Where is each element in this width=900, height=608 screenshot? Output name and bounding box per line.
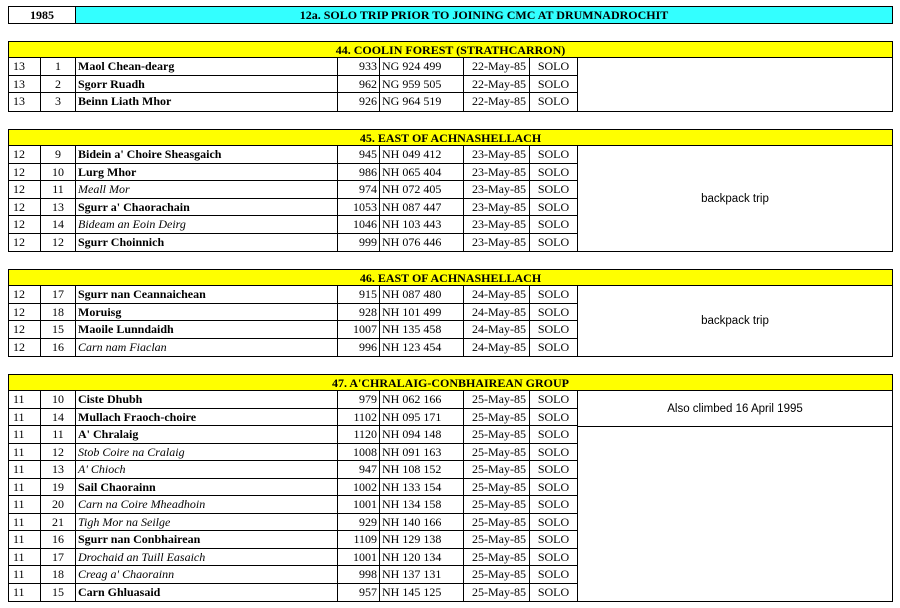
climb-date: 25-May-85 [464, 461, 530, 479]
group-section [8, 374, 893, 602]
grid-reference: NH 145 125 [380, 584, 464, 602]
climb-mode: SOLO [530, 93, 578, 111]
section-number: 13 [9, 76, 41, 94]
grid-reference: NH 087 480 [380, 286, 464, 304]
grid-reference: NG 924 499 [380, 58, 464, 76]
hill-height: 1109 [338, 531, 380, 549]
hill-row [9, 181, 578, 199]
climb-date: 23-May-85 [464, 181, 530, 199]
note-area [578, 146, 892, 251]
hill-row [9, 234, 578, 252]
hill-height: 957 [338, 584, 380, 602]
hill-number: 11 [41, 181, 76, 199]
hill-height: 1053 [338, 199, 380, 217]
hill-name: Sgurr nan Conbhairean [76, 531, 338, 549]
section-number: 12 [9, 339, 41, 357]
climb-mode: SOLO [530, 496, 578, 514]
section-number: 12 [9, 304, 41, 322]
hill-table [9, 58, 578, 111]
climb-mode: SOLO [530, 181, 578, 199]
climb-date: 25-May-85 [464, 496, 530, 514]
group-note: Also climbed 16 April 1995 [578, 391, 892, 427]
hill-row [9, 93, 578, 111]
hill-name: Carn Ghluasaid [76, 584, 338, 602]
group-title: 45. EAST OF ACHNASHELLACH [8, 129, 893, 146]
group-note: backpack trip [701, 192, 769, 205]
climb-mode: SOLO [530, 514, 578, 532]
climb-mode: SOLO [530, 566, 578, 584]
climb-mode: SOLO [530, 391, 578, 409]
section-number: 12 [9, 146, 41, 164]
hill-number: 17 [41, 286, 76, 304]
hill-name: Mullach Fraoch-choire [76, 409, 338, 427]
climb-mode: SOLO [530, 584, 578, 602]
hill-height: 986 [338, 164, 380, 182]
hill-number: 13 [41, 461, 76, 479]
hill-height: 929 [338, 514, 380, 532]
climb-date: 25-May-85 [464, 479, 530, 497]
hill-height: 1001 [338, 549, 380, 567]
hill-height: 999 [338, 234, 380, 252]
hill-row [9, 549, 578, 567]
hill-height: 1120 [338, 426, 380, 444]
climb-mode: SOLO [530, 321, 578, 339]
climb-mode: SOLO [530, 146, 578, 164]
grid-reference: NH 049 412 [380, 146, 464, 164]
hill-name: Creag a' Chaorainn [76, 566, 338, 584]
hill-number: 10 [41, 164, 76, 182]
section-number: 12 [9, 286, 41, 304]
hill-name: Moruisg [76, 304, 338, 322]
hill-name: A' Chioch [76, 461, 338, 479]
climb-date: 23-May-85 [464, 234, 530, 252]
climb-date: 22-May-85 [464, 58, 530, 76]
hill-height: 1102 [338, 409, 380, 427]
hill-row [9, 286, 578, 304]
grid-reference: NH 129 138 [380, 531, 464, 549]
hill-row [9, 321, 578, 339]
climb-date: 23-May-85 [464, 216, 530, 234]
hill-height: 947 [338, 461, 380, 479]
group-section [8, 41, 893, 112]
climb-date: 25-May-85 [464, 584, 530, 602]
climb-date: 25-May-85 [464, 409, 530, 427]
hill-row [9, 566, 578, 584]
section-number: 11 [9, 444, 41, 462]
climb-mode: SOLO [530, 216, 578, 234]
climb-date: 25-May-85 [464, 444, 530, 462]
year-cell: 1985 [8, 6, 76, 24]
climb-date: 25-May-85 [464, 426, 530, 444]
climb-mode: SOLO [530, 164, 578, 182]
hill-row [9, 531, 578, 549]
hill-number: 19 [41, 479, 76, 497]
section-number: 11 [9, 409, 41, 427]
section-number: 13 [9, 58, 41, 76]
hill-name: Lurg Mhor [76, 164, 338, 182]
section-number: 11 [9, 514, 41, 532]
hill-height: 1001 [338, 496, 380, 514]
hill-number: 15 [41, 584, 76, 602]
hill-name: Bideam an Eoin Deirg [76, 216, 338, 234]
climb-date: 22-May-85 [464, 93, 530, 111]
section-number: 11 [9, 391, 41, 409]
hill-number: 2 [41, 76, 76, 94]
climb-date: 23-May-85 [464, 146, 530, 164]
grid-reference: NH 101 499 [380, 304, 464, 322]
climb-date: 25-May-85 [464, 514, 530, 532]
hill-row [9, 409, 578, 427]
hill-height: 945 [338, 146, 380, 164]
hill-row [9, 514, 578, 532]
hill-name: Drochaid an Tuill Easaich [76, 549, 338, 567]
climb-mode: SOLO [530, 426, 578, 444]
grid-reference: NH 087 447 [380, 199, 464, 217]
climb-mode: SOLO [530, 479, 578, 497]
group-title: 46. EAST OF ACHNASHELLACH [8, 269, 893, 286]
group-section [8, 129, 893, 252]
grid-reference: NH 137 131 [380, 566, 464, 584]
climb-date: 22-May-85 [464, 76, 530, 94]
grid-reference: NH 140 166 [380, 514, 464, 532]
climb-mode: SOLO [530, 58, 578, 76]
grid-reference: NH 091 163 [380, 444, 464, 462]
hill-number: 9 [41, 146, 76, 164]
hill-height: 979 [338, 391, 380, 409]
grid-reference: NH 094 148 [380, 426, 464, 444]
hill-row [9, 216, 578, 234]
hill-number: 16 [41, 531, 76, 549]
climb-mode: SOLO [530, 339, 578, 357]
hill-row [9, 164, 578, 182]
hill-name: Sgurr a' Chaorachain [76, 199, 338, 217]
climb-mode: SOLO [530, 531, 578, 549]
section-number: 11 [9, 531, 41, 549]
hill-name: Tigh Mor na Seilge [76, 514, 338, 532]
hill-row [9, 391, 578, 409]
hill-row [9, 76, 578, 94]
hill-name: A' Chralaig [76, 426, 338, 444]
group-title: 44. COOLIN FOREST (STRATHCARRON) [8, 41, 893, 58]
section-number: 11 [9, 584, 41, 602]
grid-reference: NH 072 405 [380, 181, 464, 199]
grid-reference: NH 065 404 [380, 164, 464, 182]
hill-row [9, 584, 578, 602]
hill-number: 10 [41, 391, 76, 409]
hill-number: 21 [41, 514, 76, 532]
climb-date: 24-May-85 [464, 321, 530, 339]
hill-height: 933 [338, 58, 380, 76]
section-number: 12 [9, 234, 41, 252]
section-number: 11 [9, 461, 41, 479]
climb-mode: SOLO [530, 409, 578, 427]
climb-mode: SOLO [530, 286, 578, 304]
climb-date: 25-May-85 [464, 531, 530, 549]
hill-height: 962 [338, 76, 380, 94]
hill-row [9, 461, 578, 479]
hill-row [9, 58, 578, 76]
section-number: 12 [9, 199, 41, 217]
hill-number: 17 [41, 549, 76, 567]
hill-number: 11 [41, 426, 76, 444]
hill-number: 14 [41, 216, 76, 234]
hill-height: 996 [338, 339, 380, 357]
climb-mode: SOLO [530, 76, 578, 94]
hill-row [9, 444, 578, 462]
hill-number: 1 [41, 58, 76, 76]
sheet-header [8, 6, 893, 24]
hill-height: 998 [338, 566, 380, 584]
climb-date: 25-May-85 [464, 549, 530, 567]
climb-mode: SOLO [530, 461, 578, 479]
section-number: 12 [9, 164, 41, 182]
hill-table [9, 286, 578, 356]
grid-reference: NG 964 519 [380, 93, 464, 111]
group-note: backpack trip [701, 315, 769, 327]
hill-name: Sail Chaorainn [76, 479, 338, 497]
hill-name: Carn na Coire Mheadhoin [76, 496, 338, 514]
climb-mode: SOLO [530, 199, 578, 217]
hill-table [9, 391, 578, 601]
note-area [578, 286, 892, 356]
hill-height: 1007 [338, 321, 380, 339]
climb-date: 24-May-85 [464, 339, 530, 357]
climb-date: 25-May-85 [464, 391, 530, 409]
grid-reference: NH 120 134 [380, 549, 464, 567]
section-number: 11 [9, 549, 41, 567]
group-title: 47. A'CHRALAIG-CONBHAIREAN GROUP [8, 374, 893, 391]
section-number: 11 [9, 479, 41, 497]
hill-name: Carn nam Fiaclan [76, 339, 338, 357]
hill-height: 974 [338, 181, 380, 199]
hill-number: 13 [41, 199, 76, 217]
grid-reference: NH 134 158 [380, 496, 464, 514]
hill-height: 926 [338, 93, 380, 111]
note-area [578, 391, 892, 601]
hill-row [9, 426, 578, 444]
hill-height: 1046 [338, 216, 380, 234]
section-number: 12 [9, 181, 41, 199]
climb-date: 24-May-85 [464, 304, 530, 322]
hill-table [9, 146, 578, 251]
hill-number: 18 [41, 566, 76, 584]
hill-number: 20 [41, 496, 76, 514]
grid-reference: NH 076 446 [380, 234, 464, 252]
climb-date: 23-May-85 [464, 199, 530, 217]
hill-number: 18 [41, 304, 76, 322]
hill-name: Maol Chean-dearg [76, 58, 338, 76]
hill-height: 915 [338, 286, 380, 304]
hill-row [9, 479, 578, 497]
hill-number: 3 [41, 93, 76, 111]
hill-number: 16 [41, 339, 76, 357]
grid-reference: NH 103 443 [380, 216, 464, 234]
section-number: 11 [9, 496, 41, 514]
trip-title: 12a. SOLO TRIP PRIOR TO JOINING CMC AT DRUMNADROCHIT [76, 6, 893, 24]
hill-name: Bidein a' Choire Sheasgaich [76, 146, 338, 164]
hill-number: 15 [41, 321, 76, 339]
hill-name: Beinn Liath Mhor [76, 93, 338, 111]
hill-name: Sgurr nan Ceannaichean [76, 286, 338, 304]
hill-name: Stob Coire na Cralaig [76, 444, 338, 462]
climb-date: 25-May-85 [464, 566, 530, 584]
hill-height: 1008 [338, 444, 380, 462]
section-number: 12 [9, 321, 41, 339]
hill-row [9, 304, 578, 322]
climb-mode: SOLO [530, 549, 578, 567]
grid-reference: NH 135 458 [380, 321, 464, 339]
hill-row [9, 146, 578, 164]
hill-name: Sgorr Ruadh [76, 76, 338, 94]
hill-name: Sgurr Choinnich [76, 234, 338, 252]
hill-name: Meall Mor [76, 181, 338, 199]
hill-name: Ciste Dhubh [76, 391, 338, 409]
climb-mode: SOLO [530, 304, 578, 322]
hill-number: 12 [41, 444, 76, 462]
grid-reference: NH 095 171 [380, 409, 464, 427]
hill-number: 14 [41, 409, 76, 427]
group-section [8, 269, 893, 357]
grid-reference: NH 123 454 [380, 339, 464, 357]
grid-reference: NH 062 166 [380, 391, 464, 409]
section-number: 11 [9, 426, 41, 444]
note-area [578, 58, 892, 111]
hill-name: Maoile Lunndaidh [76, 321, 338, 339]
section-number: 13 [9, 93, 41, 111]
grid-reference: NH 133 154 [380, 479, 464, 497]
section-number: 11 [9, 566, 41, 584]
climb-mode: SOLO [530, 234, 578, 252]
climb-mode: SOLO [530, 444, 578, 462]
hill-row [9, 339, 578, 357]
hill-row [9, 496, 578, 514]
hill-height: 928 [338, 304, 380, 322]
grid-reference: NH 108 152 [380, 461, 464, 479]
section-number: 12 [9, 216, 41, 234]
grid-reference: NG 959 505 [380, 76, 464, 94]
hill-height: 1002 [338, 479, 380, 497]
climb-date: 23-May-85 [464, 164, 530, 182]
hill-number: 12 [41, 234, 76, 252]
hill-row [9, 199, 578, 217]
climb-date: 24-May-85 [464, 286, 530, 304]
